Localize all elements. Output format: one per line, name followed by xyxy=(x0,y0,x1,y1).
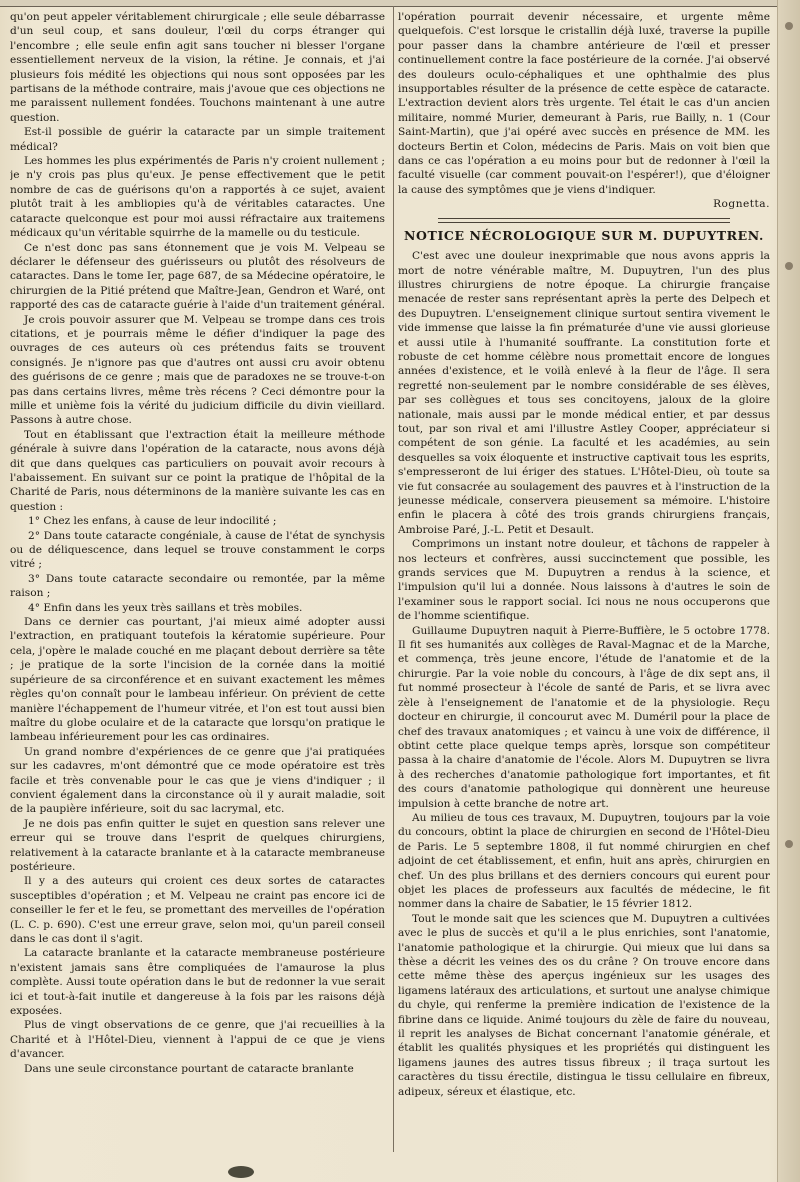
paragraph: C'est avec une douleur inexprimable que nous avons appris la mort de notre vénérable maître, M. Dupuytren, l'un des plus illustres chirurgiens de notre époque. La chirurgie française menacée de rester sans représentant après la perte des Delpech et des Dupuytren. L'enseignement clinique surtout sentira vivement le vide immense que laisse la fin prématurée d'une vie aussi glorieuse et aussi utile à l'humanité souffrante. La constitution forte et robuste de cet homme célèbre nous promettait encore de longues années d'existence, et le voilà enlevé à la fleur de l'âge. Il sera regretté non-seulement par le nombre considérable de ses élèves, par ses collègues et tous ses concitoyens, jaloux de la gloire nationale, mais aussi par le monde médical entier, et par dessus tout, par son rival et ami l'illustre Astley Cooper, appréciateur si compétent de son génie. La faculté et les académies, au sein desquelles sa voix éloquente et instructive captivait tous les esprits, s'empresseront de lui ériger des statues. L'Hôtel-Dieu, où toute sa vie fut consacrée au soulagement des pauvres et à l'instruction de la jeunesse médicale, conservera pieusement sa mémoire. L'histoire enfin le placera à côté des trois grands chirurgiens français, Ambroise Paré, J.-L. Petit et Desault. xyxy=(398,250,770,536)
paragraph: Tout en établissant que l'extraction était la meilleure méthode générale à suivre dans l'opération de la cataracte, nous avons déjà dit que dans quelques cas particuliers on pouvait avoir recours à l'abaissement. En suivant sur ce point la pratique de l'hôpital de la Charité de Paris, nous déterminons de la manière suivante les cas en question : xyxy=(10,428,385,513)
paragraph: Est-il possible de guérir la cataracte par un simple traitement médical? xyxy=(10,126,385,153)
binding-hole xyxy=(785,22,793,30)
ink-blot xyxy=(228,1166,254,1178)
paragraph: Comprimons un instant notre douleur, et tâchons de rappeler à nos lecteurs et confrères, aussi succinctement que possible, les grands services que M. Dupuytren a rendus à la science, et l'impulsion qu'il lui a donnée. Nous laissons à d'autres le soin de l'examiner sous le rapport social. Ici nous ne nous occuperons que de l'homme scientifique. xyxy=(398,538,770,623)
list-item: 2° Dans toute cataracte congéniale, à cause de l'état de synchysis ou de déliquescence, dans lequel se trouve constamment le corps vitré ; xyxy=(10,529,385,571)
section-heading: NOTICE NÉCROLOGIQUE SUR M. DUPUYTREN. xyxy=(404,227,764,243)
section-rule xyxy=(438,218,730,223)
page-margin xyxy=(777,0,800,1182)
paragraph: La cataracte branlante et la cataracte membraneuse postérieure n'existent jamais sans être compliquées de l'amaurose la plus complète. Aussi toute opération dans le but de redonner la vue serait ici et tout-à-fait inutile et dangereuse à la fois par les raisons déjà exposées. xyxy=(10,947,385,1018)
list-item: 4° Enfin dans les yeux très saillans et très mobiles. xyxy=(28,601,303,614)
paragraph: Plus de vingt observations de ce genre, que j'ai recueillies à la Charité et à l'Hôtel-Dieu, viennent à l'appui de ce que je viens d'avancer. xyxy=(10,1019,385,1061)
binding-hole xyxy=(785,840,793,848)
paragraph: Il y a des auteurs qui croient ces deux sortes de cataractes susceptibles d'opération ; et M. Velpeau ne craint pas encore ici de conseiller le fer et le feu, se promettant des merveilles de l'opération (L. C. p. 690). C'est une erreur grave, selon moi, qu'un pareil conseil dans le cas dont il s'agit. xyxy=(10,875,385,945)
paragraph: Dans une seule circonstance pourtant de cataracte branlante xyxy=(24,1062,354,1075)
paragraph: Je crois pouvoir assurer que M. Velpeau se trompe dans ces trois citations, et je pourrais même le défier d'indiquer la page des ouvrages de ces auteurs où ces prétendus faits se trouvent consignés. Je n'ignore pas que d'autres ont aussi cru avoir obtenu des guérisons de ce genre ; mais que de paradoxes ne se trouve-t-on pas dans certains livres, même très récens ? Ceci démontre pour la mille et unième fois la vérité du judicium difficile du divin vieillard. Passons à autre chose. xyxy=(10,313,385,427)
paragraph: l'opération pourrait devenir nécessaire, et urgente même quelquefois. C'est lorsque le cristallin déjà luxé, traverse la pupille pour passer dans la chambre antérieure de l'œil et presser continuellement contre la face postérieure de la cornée. J'ai observé des douleurs oculo-céphaliques et une ophthalmie des plus insupportables résulter de la présence de cette espèce de cataracte. L'extraction devient alors très urgente. Tel était le cas d'un ancien militaire, nommé Murier, demeurant à Paris, rue Bailly, n. 1 (Cour Saint-Martin), que j'ai opéré avec succès en présence de MM. les docteurs Bertin et Colon, médecins de Paris. Mais on voit bien que dans ce cas l'opération a eu moins pour but de redonner à l'œil la faculté visuelle (car comment pouvait-on l'espérer!), que d'éloigner la cause des symptômes que je viens d'indiquer. xyxy=(398,11,770,196)
paragraph: Ce n'est donc pas sans étonnement que je vois M. Velpeau se déclarer le défenseur des guérisseurs ou plutôt des résolveurs de cataractes. Dans le tome Ier, page 687, de sa Médecine opératoire, le chirurgien de la Pitié prétend que Maître-Jean, Gendron et Waré, ont rapporté des cas de cataracte guérie à l'aide d'un traitement général. xyxy=(10,241,385,312)
list-item: 3° Dans toute cataracte secondaire ou remontée, par la même raison ; xyxy=(10,572,385,600)
top-rule xyxy=(0,0,800,7)
paragraph: qu'on peut appeler véritablement chirurgicale ; elle seule débarrasse d'un seul coup, et sans douleur, l'œil du corps étranger qui l'encombre ; elle seule enfin agit sans toucher ni blesser l'organe essentiellement nerveux de la vision, la rétine. Je connais, et j'ai plusieurs fois médité les objections qui nous sont opposées par les partisans de la méthode contraire, mais j'avoue que ces objections ne me paraissent nullement fondées. Touchons maintenant à une autre question. xyxy=(10,11,385,124)
paragraph: Tout le monde sait que les sciences que M. Dupuytren a cultivées avec le plus de succès et qu'il a le plus enrichies, sont l'anatomie, l'anatomie pathologique et la chirurgie. Qui mieux que lui dans sa thèse a décrit les veines des os du crâne ? On trouve encore dans cette même thèse des aperçus ingénieux sur les usages des ligamens latéraux des articulations, et surtout une analyse chimique du chyle, qui renferme la première indication de l'existence de la fibrine dans ce liquide. Animé toujours du zèle de faire du nouveau, il reprit les analyses de Bichat concernant l'anatomie générale, et établit les qualités physiques et les propriétés qui distinguent les ligamens jaunes des autres tissus fibreux ; il traça surtout les caractères du tissu érectile, distingua le tissu cellulaire en fibreux, adipeux, séreux et élastique, etc. xyxy=(398,912,770,1098)
author-signature: Rognetta. xyxy=(713,198,770,211)
binding-hole xyxy=(785,262,793,270)
paragraph: Je ne dois pas enfin quitter le sujet en question sans relever une erreur qui se trouve dans l'esprit de quelques chirurgiens, relativement à la cataracte branlante et à la cataracte membraneuse postérieure. xyxy=(10,817,385,873)
paragraph: Dans ce dernier cas pourtant, j'ai mieux aimé adopter aussi l'extraction, en pratiquant toutefois la kératomie supérieure. Pour cela, j'opère le malade couché en me plaçant debout derrière sa tête ; je pratique de la sorte l'incision de la cornée dans la moitié supérieure de sa circonférence et en suivant exactement les mêmes règles qu'on connaît pour le lambeau inférieur. On prévient de cette manière l'échappement de l'humeur vitrée, et l'on est tout aussi bien maître du globe oculaire et de la cataracte que lorsqu'on pratique le lambeau inférieurement pour les cas ordinaires. xyxy=(10,616,385,744)
list-item: 1° Chez les enfans, à cause de leur indocilité ; xyxy=(28,515,277,528)
paragraph: Un grand nombre d'expériences de ce genre que j'ai pratiquées sur les cadavres, m'ont démontré que ce mode opératoire est très facile et très convenable pour le cas que je viens d'indiquer ; il convient également dans la circonstance où il y aurait maladie, soit de la paupière inférieure, soit du sac lacrymal, etc. xyxy=(10,745,385,816)
paragraph: Au milieu de tous ces travaux, M. Dupuytren, toujours par la voie du concours, obtint la place de chirurgien en second de l'Hôtel-Dieu de Paris. Le 5 septembre 1808, il fut nommé chirurgien en chef adjoint de cet établissement, et enfin, huit ans après, chirurgien en chef. Un des plus brillans et des derniers concours qui eurent pour objet les places de professeurs aux facultés de médecine, le fit nommer dans la chaire de Sabatier, le 15 février 1812. xyxy=(398,811,770,911)
right-column xyxy=(398,10,770,1150)
paragraph: Les hommes les plus expérimentés de Paris n'y croient nullement ; je n'y crois pas plus qu'eux. Je pense effectivement que le petit nombre de cas de guérisons qu'on a rapportés à ce sujet, avaient plutôt trait à les ambliopies qu'à de véritables cataractes. Une cataracte quelconque est pour moi aussi réfractaire aux traitemens médicaux qu'un véritable squirrhe de la mamelle ou du testicule. xyxy=(10,155,385,240)
column-divider xyxy=(393,6,394,1152)
left-column xyxy=(10,10,385,1150)
paragraph: Guillaume Dupuytren naquit à Pierre-Buffière, le 5 octobre 1778. Il fit ses humanités aux collèges de Raval-Magnac et de la Marche, et commença, très jeune encore, l'étude de l'anatomie et de la chirurgie. Par la voie noble du concours, à l'âge de dix sept ans, il fut nommé prosecteur à l'école de santé de Paris, et se livra avec zèle à l'enseignement de l'anatomie et de la physiologie. Reçu docteur en chirurgie, il concourut avec M. Duméril pour la place de chef des travaux anatomiques ; et vaincu à une voix de différence, il obtint cette place quelque temps après, lorsque son compétiteur passa à la chaire d'anatomie de l'école. Alors M. Dupuytren se livra à des recherches d'anatomie pathologique fort importantes, et fit des cours d'anatomie pathologique qui donnèrent une heureuse impulsion à cette branche de notre art. xyxy=(398,624,770,810)
